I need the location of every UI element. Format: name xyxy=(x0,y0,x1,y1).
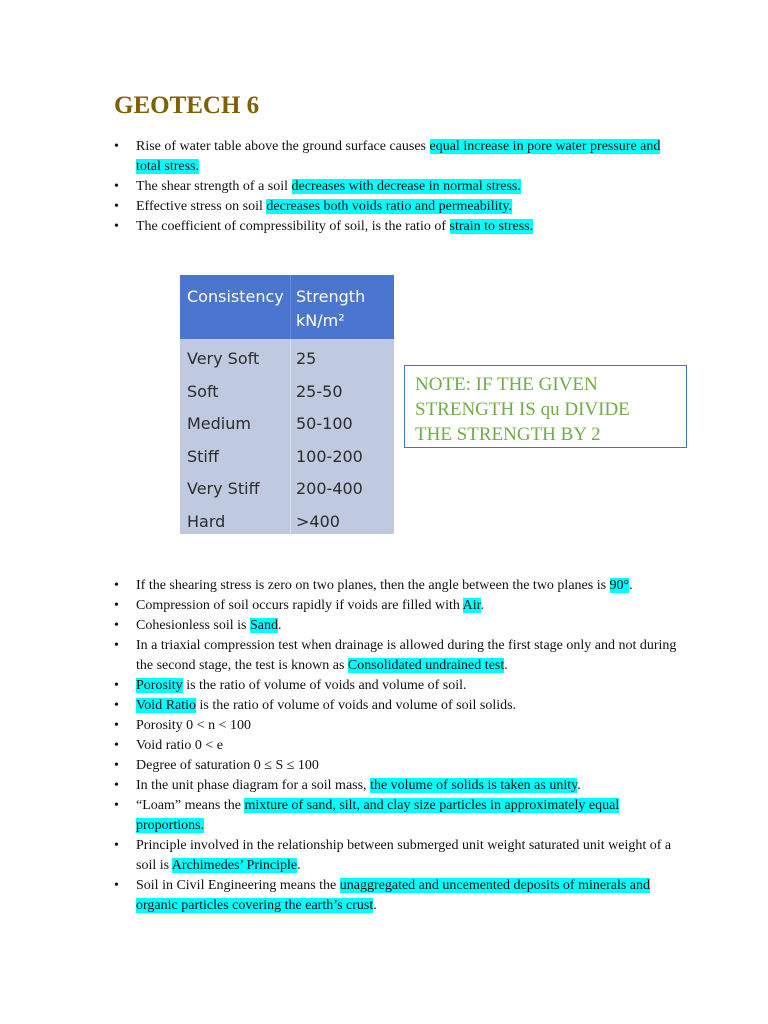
bullet-item xyxy=(114,716,684,736)
bullet-item xyxy=(114,696,684,716)
page-title: GEOTECH 6 xyxy=(114,92,260,119)
bullet-text-tail: . xyxy=(297,858,301,873)
bullet-text-tail: . xyxy=(373,898,377,913)
table-cell-strength: 25-50 xyxy=(296,381,343,401)
table-cell-consistency: Very Soft xyxy=(187,349,260,368)
bullet-text: The coefficient of compressibility of soil, is the ratio of xyxy=(136,219,450,234)
bullet-item xyxy=(114,576,684,596)
bullet-item xyxy=(114,177,684,197)
table-cell-strength: 100-200 xyxy=(296,446,363,466)
bullet-text-tail: . xyxy=(577,778,581,793)
table-cell-consistency: Stiff xyxy=(187,446,219,466)
bullet-icon: • xyxy=(114,219,119,234)
bullet-text-tail: . xyxy=(480,598,485,613)
bullet-icon: • xyxy=(114,179,119,194)
bullet-text-tail: . xyxy=(504,658,508,673)
table-cell-strength: 25 xyxy=(296,349,317,368)
table-cell-consistency: Hard xyxy=(187,511,226,531)
bullet-item xyxy=(114,137,684,177)
bullet-text: Compression of soil occurs rapidly if voids are filled with xyxy=(136,598,463,613)
highlighted-text: the volume of solids is taken as unity xyxy=(370,778,578,793)
bullet-icon: • xyxy=(114,738,119,753)
bullet-text: In the unit phase diagram for a soil mass, xyxy=(136,778,371,793)
header-unit: kN/m² xyxy=(296,311,345,330)
bullet-text: Rise of water table above the ground surface causes xyxy=(136,139,430,154)
bullet-text: In a triaxial compression test when drainage is allowed during the first stage only and not during the second stage, the test is known as xyxy=(136,638,677,673)
bullet-list-bottom xyxy=(114,576,684,916)
bullet-text: Degree of saturation 0 ≤ S ≤ 100 xyxy=(136,758,319,773)
note-line-3: THE STRENGTH BY 2 xyxy=(415,424,601,445)
table-cell-consistency: Very Stiff xyxy=(187,479,260,498)
bullet-icon: • xyxy=(114,778,119,793)
header-divider xyxy=(290,275,291,339)
bullet-text: If the shearing stress is zero on two planes, then the angle between the two planes is xyxy=(136,578,610,593)
bullet-item xyxy=(114,836,684,876)
bullet-icon: • xyxy=(114,698,119,713)
highlighted-text: Porosity xyxy=(136,678,183,693)
bullet-icon: • xyxy=(114,718,119,733)
bullet-icon: • xyxy=(114,139,119,154)
highlighted-text: Consolidated undrained test xyxy=(347,658,505,673)
table-cell-consistency: Medium xyxy=(187,414,251,433)
header-consistency: Consistency xyxy=(187,287,284,306)
bullet-icon: • xyxy=(114,638,119,653)
bullet-item xyxy=(114,736,684,756)
highlighted-text: equal increase in pore water pressure and total stress. xyxy=(136,139,661,174)
highlighted-text: unaggregated and uncemented deposits of minerals and organic particles covering the earth’s crust xyxy=(136,878,650,913)
bullet-icon: • xyxy=(114,578,119,593)
bullet-text: Soil in Civil Engineering means the xyxy=(136,878,340,893)
table-cell-consistency: Soft xyxy=(187,381,219,401)
bullet-item xyxy=(114,676,684,696)
bullet-list-top xyxy=(114,137,684,237)
note-line-1: NOTE: IF THE GIVEN xyxy=(415,374,598,395)
highlighted-text: Sand xyxy=(249,618,278,633)
bullet-icon: • xyxy=(114,199,119,214)
bullet-icon: • xyxy=(114,838,119,853)
bullet-icon: • xyxy=(114,798,119,813)
bullet-item xyxy=(114,756,684,776)
bullet-item xyxy=(114,876,684,916)
bullet-text: The shear strength of a soil xyxy=(136,179,292,194)
bullet-icon: • xyxy=(114,758,119,773)
bullet-icon: • xyxy=(114,878,119,893)
header-strength: Strength xyxy=(296,287,366,306)
highlighted-text: strain to stress. xyxy=(449,219,534,234)
table-cell-strength: >400 xyxy=(296,511,340,531)
bullet-item xyxy=(114,596,684,616)
bullet-text-tail: . xyxy=(277,618,282,633)
bullet-icon: • xyxy=(114,678,119,693)
note-box xyxy=(404,365,687,448)
note-line-2: STRENGTH IS qu DIVIDE xyxy=(415,399,630,420)
consistency-table xyxy=(180,275,394,534)
highlighted-text: decreases with decrease in normal stress. xyxy=(291,179,521,194)
highlighted-text: 90° xyxy=(609,578,630,593)
column-divider xyxy=(290,339,291,534)
bullet-item xyxy=(114,776,684,796)
table-cell-strength: 200-400 xyxy=(296,479,363,498)
highlighted-text: Void Ratio xyxy=(136,698,197,713)
table-cell-strength: 50-100 xyxy=(296,414,353,433)
bullet-text: Void ratio 0 < e xyxy=(136,738,223,753)
bullet-text-tail: is the ratio of volume of voids and volume of soil. xyxy=(182,678,467,693)
bullet-icon: • xyxy=(114,598,119,613)
bullet-text: Cohesionless soil is xyxy=(136,618,250,633)
bullet-item xyxy=(114,616,684,636)
bullet-item xyxy=(114,217,684,237)
bullet-text: Principle involved in the relationship between submerged unit weight saturated unit weight of a soil is xyxy=(136,838,672,873)
highlighted-text: mixture of sand, silt, and clay size particles in approximately equal proportions. xyxy=(136,798,620,833)
bullet-text: Porosity 0 < n < 100 xyxy=(136,718,251,733)
bullet-text: Effective stress on soil xyxy=(136,199,267,214)
highlighted-text: Archimedes’ Principle xyxy=(171,858,298,873)
highlighted-text: decreases both voids ratio and permeability. xyxy=(266,199,512,214)
bullet-text-tail: is the ratio of volume of voids and volume of soil solids. xyxy=(196,698,517,713)
bullet-item xyxy=(114,197,684,217)
highlighted-text: Air xyxy=(462,598,481,613)
bullet-text-tail: . xyxy=(629,578,633,593)
bullet-item xyxy=(114,636,684,676)
bullet-item xyxy=(114,796,684,836)
bullet-text: “Loam” means the xyxy=(136,798,245,813)
bullet-icon: • xyxy=(114,618,119,633)
